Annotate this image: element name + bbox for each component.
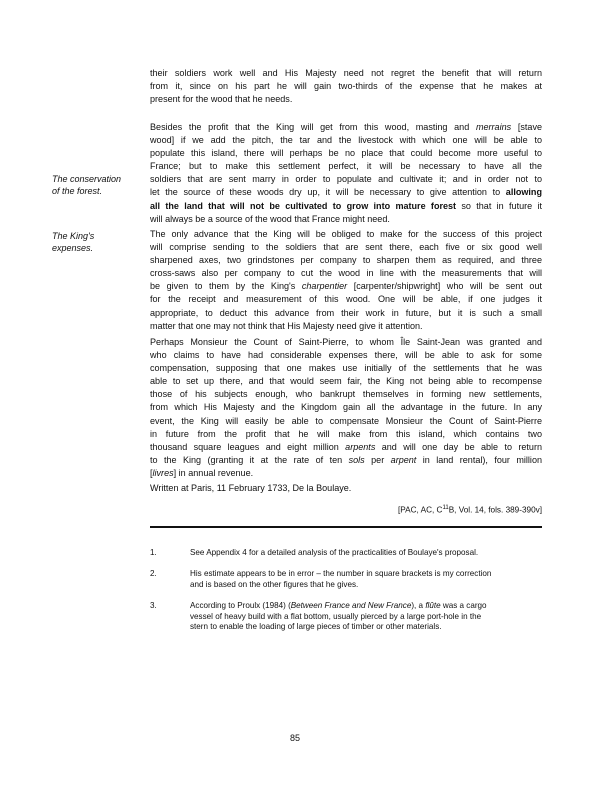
text-line: matter that one may not think that His Majesty need give it attention. [150,320,423,331]
margin-note-conservation [52,173,144,197]
text-line: from which His Majesty and the Kingdom gain all the advantage in the future. In any [150,402,542,413]
text-line: able to set up there, and that would seem fair, the King not being able to recompense [150,376,542,387]
paragraph-1 [150,67,542,106]
source-citation: [PAC, AC, $C^{11}B$, Vol. 14, fols. 389-390v] [398,505,542,515]
text-line: wood] if we add the pitch, the tar and the livestock with which one will be able to [150,135,542,146]
footnote-number: 1. [150,548,157,557]
text-line: let the source of these woods dry up, it will be necessary to give attention to allowing [150,187,542,198]
text-line: for the receipt and measurement of this wood. One will be able, if one judges it [150,294,542,305]
footnote-text: His estimate appears to be in error – the number in square brackets is my correction and is based on the other figures that he gives. [190,569,492,589]
text-line: Besides the profit that the King will get from this wood, masting and merrains [stave [150,122,542,132]
paragraph-4 [150,336,542,480]
text-line: populate this island, there will perhaps be no place that could become more useful to [150,148,542,159]
text-line: compensation, supposing that one makes use initially of the settlements that he was [150,363,542,374]
text-line: will comprise sending to the soldiers that are sent there, each five or six good well [150,242,542,253]
text-line: The only advance that the King will be obliged to make for the success of this project [150,229,542,239]
margin-note-line: The conservation [52,174,122,184]
footnote-number: 2. [150,569,157,578]
text-line: appropriate, to deduct this advance from their work in future, but it is such a small [150,307,542,318]
signature-line: Written at Paris, 11 February 1733, De la Boulaye. [150,483,352,493]
margin-note-line: The King's [52,231,95,241]
text-line: sharpened axes, two grindstones per company to sharpen them as required, and three [150,255,542,266]
footnote-number: 3. [150,601,157,610]
text-line: soldiers that are sent marry in order to populate and cultivate it; and in order not to [150,174,542,185]
text-line: France; but to make this settlement perfect, it will be necessary to have all the [150,161,542,172]
text-line: who claims to have had considerable expenses there, will be able to ask for some [150,350,542,361]
margin-note-expenses [52,230,144,254]
text-line: those of his subjects enough, who bankrupt themselves in forming new settlements, [150,389,542,400]
paragraph-3 [150,228,542,333]
text-line: event, the King will easily be able to compensate Monsieur the Count of Saint-Pierre [150,415,542,426]
paragraph-2 [150,121,542,226]
text-line: thousand square leagues and eight million arpents and will one day be able to return [150,441,543,452]
footnote-text: According to Proulx (1984) (Between France and New France), a flûte was a cargo vessel of heavy build with a flat bottom, usually pierced by a large port-hole in the stern to enable the loading of large pieces of timber or other materials. [190,601,487,632]
footnote-text: See Appendix 4 for a detailed analysis of the practicalities of Boulaye's proposal. [190,548,479,557]
text-line: to the King (granting it at the rate of ten sols per arpent in land rental), four million [150,454,543,465]
margin-note-line: expenses. [52,243,94,253]
text-line: cross-saws also per company to cut the wood in line with the measurements that will [150,268,542,279]
text-line: will always be a source of the wood that France might need. [150,213,390,224]
text-line: be given to them by the King's charpentier [carpenter/shipwright] who will be sent out [150,281,542,292]
text-line: present for the wood that he needs. [150,94,293,105]
margin-note-line: of the forest. [52,186,103,196]
text-line: [livres] in annual revenue. [150,467,254,478]
page-number: 85 [289,733,300,743]
text-line: their soldiers work well and His Majesty need not regret the benefit that will return [150,68,542,78]
text-line: from it, since on his part he will gain two-thirds of the expense that he makes at [150,81,542,92]
text-line: in future from the profit that he will make from this island, which contains two [150,428,542,439]
text-line: all the land that will not be cultivated to grow into mature forest so that in future it [150,200,542,211]
text-line: Perhaps Monsieur the Count of Saint-Pierre, to whom Île Saint-Jean was granted and [150,337,542,347]
footnote-divider [150,526,542,528]
